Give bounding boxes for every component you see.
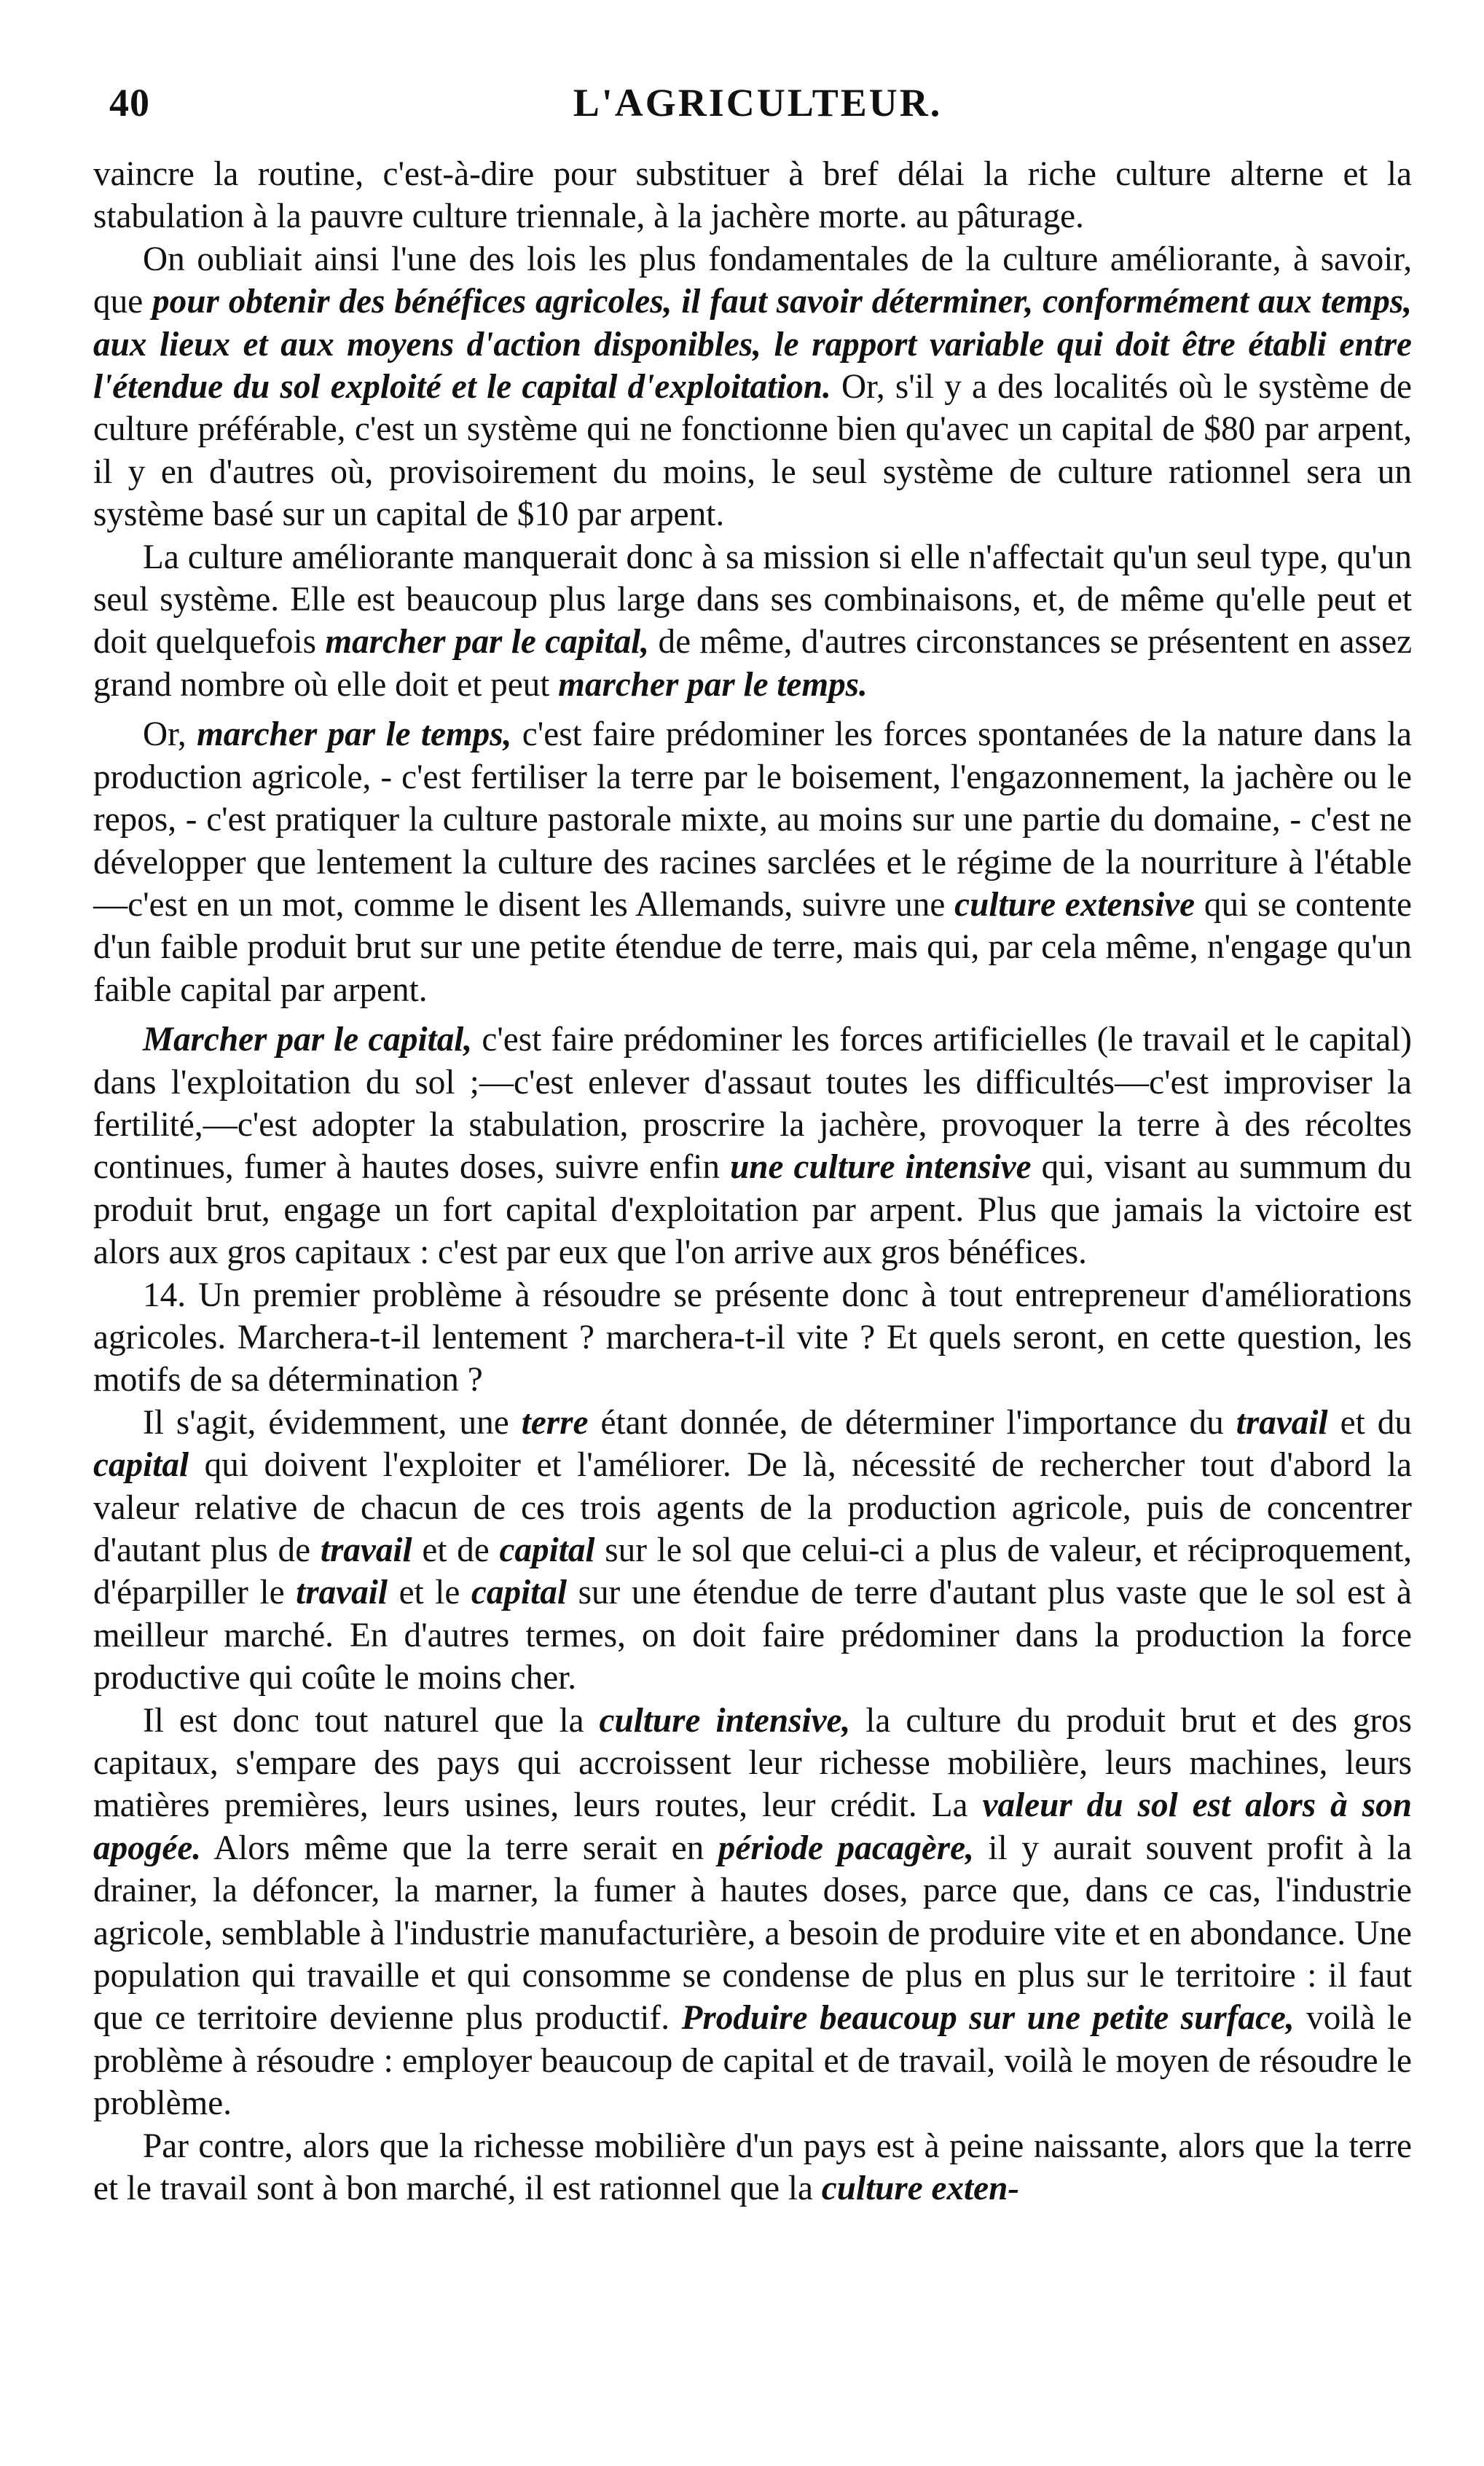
text-run: et le <box>387 1574 471 1612</box>
italic-phrase: travail <box>1236 1403 1328 1442</box>
text-run: 14. Un premier problème à résoudre se présente donc à tout entrepreneur d'améliorations agricoles. Marchera-t-il lentement ? marchera-t-il vite ? Et quels seront, en cette question, les motifs de sa détermination ? <box>93 1276 1412 1399</box>
italic-phrase: terre <box>521 1403 589 1442</box>
italic-phrase: valeur du sol est alors à son apogée. <box>93 1786 1412 1867</box>
paragraph <box>93 1018 1412 1273</box>
text-run: qui, visant au summum du produit brut, engage un fort capital d'exploitation par arpent. Plus que jamais la victoire est alors aux gros capitaux : c'est par eux que l'on arrive aux gros bénéfices. <box>93 1148 1412 1272</box>
paragraph <box>93 1402 1412 1700</box>
text-run: sur une étendue de terre d'autant plus vaste que le sol est à meilleur marché. En d'autres termes, on doit faire prédominer dans la production la force productive qui coûte le moins cher. <box>93 1574 1412 1697</box>
paragraph <box>93 1700 1412 2125</box>
paragraph <box>93 1274 1412 1402</box>
paragraph <box>93 2125 1412 2210</box>
text-run: il y aurait souvent profit à la drainer, la défoncer, la marner, la fumer à hautes doses, parce que, dans ce cas, l'industrie agricole, semblable à l'industrie manufacturière, a besoin de produire vite et en abondance. Une population qui travaille et qui consomme se condense de plus en plus sur le territoire : il faut que ce territoire devienne plus productif. <box>93 1829 1413 2038</box>
italic-phrase: capital <box>471 1574 567 1612</box>
paragraph <box>93 713 1412 1011</box>
italic-phrase: marcher par le temps. <box>558 665 868 704</box>
text-run: qui doivent l'exploiter et l'améliorer. De là, nécessité de rechercher tout d'abord la valeur relative de chacun de ces trois agents de la production agricole, puis de concentrer d'autant plus de <box>93 1446 1412 1569</box>
paragraph <box>93 536 1412 707</box>
page-number: 40 <box>109 81 150 125</box>
italic-phrase: culture extensive <box>954 885 1196 924</box>
text-run: la culture du produit brut et des gros capitaux, s'empare des pays qui accroissent leur richesse mobilière, leurs machines, leurs matières premières, leurs usines, leurs routes, leur crédit. La <box>93 1701 1412 1825</box>
text-run: Par contre, alors que la richesse mobilière d'un pays est à peine naissante, alors que la terre et le travail sont à bon marché, il est rationnel que la <box>93 2127 1412 2208</box>
italic-phrase: pour obtenir des bénéfices agricoles, il faut savoir déterminer, conformément aux temps, aux lieux et aux moyens d'action disponibles, le rapport variable qui doit être établi entre l'étendue du sol exploité et le capital d'exploitation. <box>93 283 1412 407</box>
body-text <box>93 153 1412 2210</box>
text-run: qui se contente d'un faible produit brut sur une petite étendue de terre, mais qui, par cela même, n'engage qu'un faible capital par arpent. <box>93 885 1412 1009</box>
text-run: étant donnée, de déterminer l'importance du <box>588 1403 1236 1442</box>
italic-phrase: une culture intensive <box>730 1148 1032 1187</box>
italic-phrase: période pacagère, <box>718 1829 974 1867</box>
text-run: Il s'agit, évidemment, une <box>143 1403 522 1442</box>
text-run: Or, <box>143 715 197 754</box>
italic-phrase: culture intensive, <box>599 1701 851 1740</box>
text-run: Alors même que la terre serait en <box>201 1829 718 1867</box>
italic-phrase: travail <box>296 1574 388 1612</box>
text-run: On oubliait ainsi l'une des lois les plus fondamentales de la culture améliorante, à savoir, que <box>93 240 1412 321</box>
text-run: sur le sol que celui-ci a plus de valeur, et réciproquement, d'éparpiller le <box>93 1531 1413 1612</box>
text-run: voilà le problème à résoudre : employer beaucoup de capital et de travail, voilà le moyen de résoudre le problème. <box>93 1999 1413 2123</box>
page-header <box>109 80 1406 146</box>
text-run: c'est faire prédominer les forces artificielles (le travail et le capital) dans l'exploitation du sol ;—c'est enlever d'assaut toutes les difficultés—c'est improviser la fertilité,—c'est adopter la stabulation, proscrire la jachère, provoquer la terre à des récoltes continues, fumer à hautes doses, suivre enfin <box>93 1021 1412 1187</box>
italic-phrase: capital <box>93 1446 189 1485</box>
paragraph <box>93 238 1412 536</box>
italic-phrase: marcher par le capital, <box>325 623 650 661</box>
text-run: vaincre la routine, c'est-à-dire pour substituer à bref délai la riche culture alterne et la stabulation à la pauvre culture triennale, à la jachère morte. au pâturage. <box>93 155 1412 236</box>
running-title: L'AGRICULTEUR. <box>573 81 943 125</box>
text-run: Il est donc tout naturel que la <box>143 1701 600 1740</box>
italic-phrase: Produire beaucoup sur une petite surface, <box>681 1999 1295 2038</box>
italic-phrase: culture exten- <box>821 2169 1020 2208</box>
paragraph <box>93 153 1412 238</box>
text-run: Or, s'il y a des localités où le système de culture préférable, c'est un système qui ne fonctionne bien qu'avec un capital de $80 par arpent, il y en d'autres où, provisoirement du moins, le seul système de culture rationnel sera un système basé sur un capital de $10 par arpent. <box>93 368 1412 534</box>
text-run: de même, d'autres circonstances se présentent en assez grand nombre où elle doit et peut <box>93 623 1413 704</box>
italic-phrase: travail <box>320 1531 412 1569</box>
italic-phrase: Marcher par le capital, <box>143 1021 473 1059</box>
text-run: et du <box>1327 1403 1412 1442</box>
italic-phrase: marcher par le temps, <box>197 715 512 754</box>
italic-phrase: capital <box>499 1531 595 1569</box>
text-run: et de <box>412 1531 500 1569</box>
text-run: c'est faire prédominer les forces spontanées de la nature dans la production agricole, - c'est fertiliser la terre par le boisement, l'engazonnement, la jachère ou le repos, - c'est pratiquer la culture pastorale mixte, au moins sur une partie du domaine, - c'est ne développer que lentement la culture des racines sarclées et le régime de la nourriture à l'étable—c'est en un mot, comme le disent les Allemands, suivre une <box>93 715 1412 924</box>
text-run: La culture améliorante manquerait donc à sa mission si elle n'affectait qu'un seul type, qu'un seul système. Elle est beaucoup plus large dans ses combinaisons, et, de même qu'elle peut et doit quelquefois <box>93 538 1412 661</box>
